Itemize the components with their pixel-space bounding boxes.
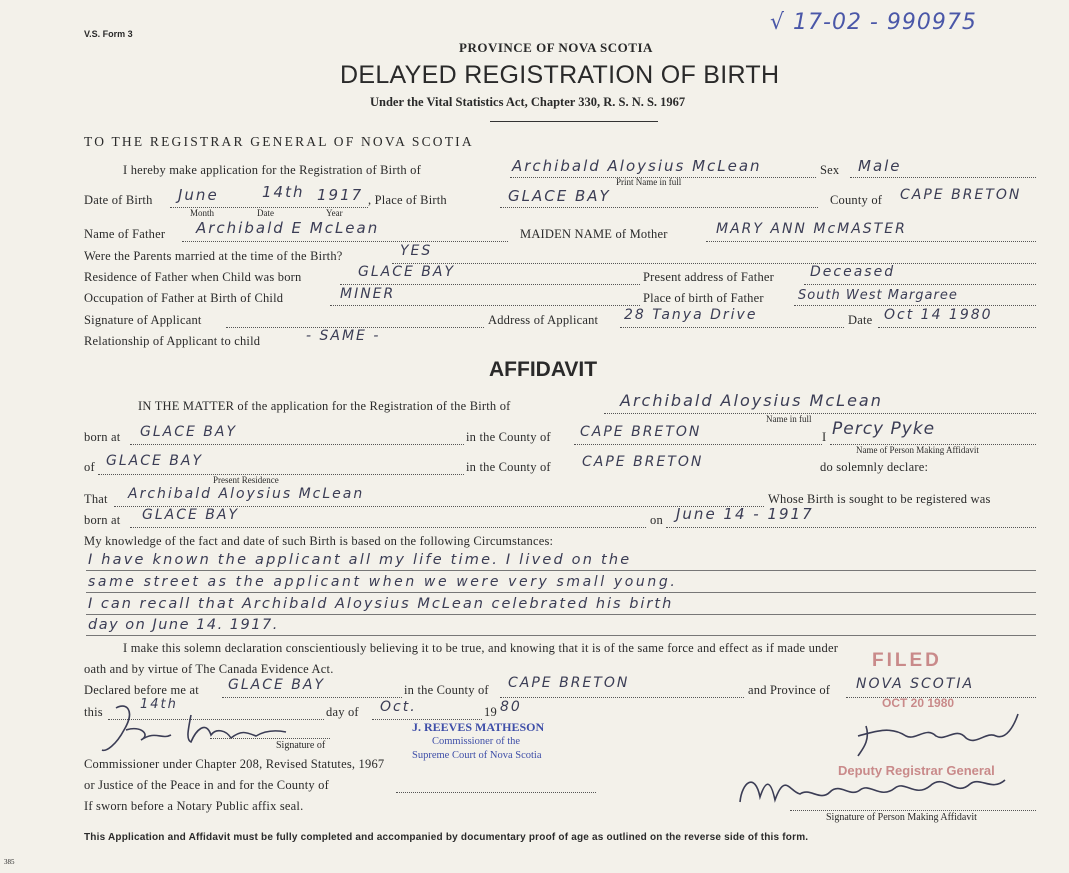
filed-date-stamp: OCT 20 1980	[882, 696, 955, 710]
whose-birth-text: Whose Birth is sought to be registered was	[768, 492, 991, 506]
i-label: I	[822, 430, 827, 444]
circumstance-line-2: same street as the applicant when we were very small young.	[88, 574, 678, 590]
notary-line: If sworn before a Notary Public affix seal.	[84, 799, 304, 813]
father-birthplace-field: South West Margaree	[798, 288, 958, 303]
relationship-field: - SAME -	[306, 328, 381, 344]
dob-year: 1917	[317, 186, 364, 204]
name-full-caption: Name in full	[766, 414, 812, 424]
province-heading: PROVINCE OF NOVA SCOTIA	[459, 40, 653, 55]
residence-label: Residence of Father when Child was born	[84, 270, 302, 284]
date-caption: Date	[257, 208, 274, 218]
year-caption: Year	[326, 208, 343, 218]
married-label: Were the Parents married at the time of the Birth?	[84, 249, 343, 263]
circumstance-line-4: day on June 14. 1917.	[88, 617, 279, 633]
year-prefix: 19	[484, 705, 497, 719]
addressee: TO THE REGISTRAR GENERAL OF NOVA SCOTIA	[84, 134, 474, 149]
county1-field: CAPE BRETON	[580, 424, 702, 440]
circumstance-line-1: I have known the applicant all my life time. I lived on the	[88, 552, 632, 568]
on-label: on	[650, 513, 663, 527]
father-birthplace-label: Place of birth of Father	[643, 291, 764, 305]
born-at2-label: born at	[84, 513, 121, 527]
dob-day: 14th	[262, 183, 305, 201]
deponent-field: Percy Pyke	[832, 419, 936, 439]
knowledge-label: My knowledge of the fact and date of such Birth is based on the following Circumstances:	[84, 534, 554, 548]
intro-text: I hereby make application for the Registration of Birth of	[123, 163, 421, 177]
declare-text: do solemnly declare:	[820, 460, 929, 474]
month-caption: Month	[190, 208, 215, 218]
born-at-field: GLACE BAY	[140, 424, 238, 440]
form-id: V.S. Form 3	[84, 29, 133, 39]
born-at-label: born at	[84, 430, 121, 444]
deponent-caption: Name of Person Making Affidavit	[856, 445, 979, 455]
place-label: , Place of Birth	[368, 193, 447, 207]
declared-at-field: GLACE BAY	[228, 677, 326, 693]
county2-label: in the County of	[466, 460, 551, 474]
commissioner-stamp-title-2: Supreme Court of Nova Scotia	[412, 750, 542, 761]
occupation-field: MINER	[340, 286, 396, 302]
that-name-field: Archibald Aloysius McLean	[128, 486, 365, 502]
that-label: That	[84, 492, 108, 506]
signature-label: Signature of Applicant	[84, 313, 202, 327]
solemn-line-2: oath and by virtue of The Canada Evidence Act.	[84, 662, 334, 676]
place-of-birth-field: GLACE BAY	[508, 187, 611, 205]
affiant-signature	[730, 762, 1030, 812]
deputy-stamp: Deputy Registrar General	[838, 763, 995, 778]
county3-field: CAPE BRETON	[508, 675, 630, 691]
occupation-label: Occupation of Father at Birth of Child	[84, 291, 284, 305]
matter-name-field: Archibald Aloysius McLean	[620, 391, 883, 410]
applicant-address-field: 28 Tanya Drive	[624, 307, 758, 323]
county3-label: in the County of	[404, 683, 489, 697]
county-label: County of	[830, 193, 883, 207]
date-label: Date	[848, 313, 873, 327]
father-label: Name of Father	[84, 227, 166, 241]
title-rule	[490, 121, 658, 122]
county2-field: CAPE BRETON	[582, 454, 704, 470]
county1-label: in the County of	[466, 430, 551, 444]
this-label: this	[84, 705, 103, 719]
applicant-address-label: Address of Applicant	[488, 313, 599, 327]
sex-label: Sex	[820, 163, 840, 177]
affidavit-title: AFFIDAVIT	[489, 358, 598, 381]
month-field: Oct.	[380, 699, 417, 715]
relationship-label: Relationship of Applicant to child	[84, 334, 261, 348]
commissioner-stamp-title-1: Commissioner of the	[432, 736, 521, 747]
corner-code: 385	[4, 858, 15, 866]
married-field: YES	[400, 243, 433, 259]
born-at2-field: GLACE BAY	[142, 507, 240, 523]
date-field: Oct 14 1980	[884, 307, 993, 323]
filed-stamp: FILED	[872, 650, 942, 671]
commissioner-signature	[96, 700, 296, 760]
act-subtitle: Under the Vital Statistics Act, Chapter 330, R. S. N. S. 1967	[370, 95, 686, 109]
print-name-caption: Print Name in full	[616, 177, 682, 187]
of-label: of	[84, 460, 95, 474]
form-title: DELAYED REGISTRATION OF BIRTH	[340, 61, 780, 89]
circumstance-line-3: I can recall that Archibald Aloysius McLean celebrated his birth	[88, 596, 674, 612]
of-place-field: GLACE BAY	[106, 453, 204, 469]
justice-line: or Justice of the Peace in and for the County of	[84, 778, 329, 792]
mother-name-field: MARY ANN McMASTER	[716, 221, 907, 237]
mother-label: MAIDEN NAME of Mother	[520, 227, 668, 241]
sex-field: Male	[858, 157, 902, 175]
declared-label: Declared before me at	[84, 683, 199, 697]
sig-of-label: Signature of	[276, 740, 326, 751]
province-field: NOVA SCOTIA	[856, 676, 975, 692]
registrar-signature	[846, 706, 1026, 768]
present-address-field: Deceased	[810, 264, 896, 280]
commissioner-stamp-name: J. REEVES MATHESON	[412, 720, 545, 734]
day-of-label: day of	[326, 705, 359, 719]
solemn-line-1: I make this solemn declaration conscientiously believing it to be true, and knowing that it is of the same force and effect as if made under	[123, 641, 839, 655]
child-name-field: Archibald Aloysius McLean	[512, 157, 762, 175]
dob-label: Date of Birth	[84, 193, 153, 207]
maker-sig-label: Signature of Person Making Affidavit	[826, 812, 977, 823]
province-label: and Province of	[748, 683, 831, 697]
matter-text: IN THE MATTER of the application for the Registration of the Birth of	[138, 399, 511, 413]
residence-field: GLACE BAY	[358, 264, 456, 280]
county-field: CAPE BRETON	[900, 187, 1022, 203]
commissioner-line: Commissioner under Chapter 208, Revised Statutes, 1967	[84, 757, 385, 771]
dob-month: June	[178, 186, 219, 204]
present-address-label: Present address of Father	[643, 270, 775, 284]
residence-caption: Present Residence	[213, 475, 279, 485]
year-field: 80	[500, 699, 522, 715]
day-num-field: 14th	[140, 697, 178, 712]
father-name-field: Archibald E McLean	[196, 219, 380, 237]
on-date-field: June 14 - 1917	[676, 505, 814, 523]
file-number: √ 17-02 - 990975	[770, 10, 977, 35]
footer-note: This Application and Affidavit must be fully completed and accompanied by documentary proof of age as outlined on the reverse side of this form.	[84, 832, 809, 843]
